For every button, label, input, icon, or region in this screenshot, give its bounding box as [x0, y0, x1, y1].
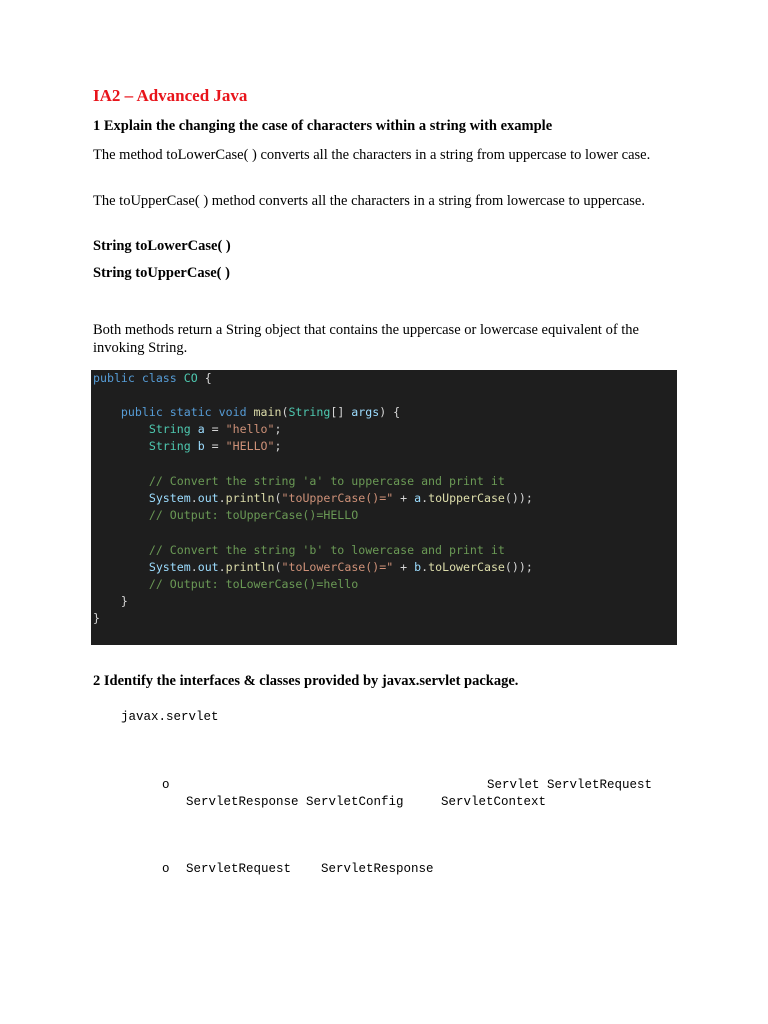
- package-name: javax.servlet: [121, 710, 219, 724]
- code-token: System: [148, 491, 191, 505]
- code-token: ());: [504, 560, 533, 574]
- code-line-7: [93, 473, 505, 490]
- paragraph-touppercase: The toUpperCase( ) method converts all the characters in a string from lowercase to uppercase.: [93, 193, 645, 209]
- code-token: }: [93, 611, 100, 625]
- code-line-1: [93, 370, 212, 387]
- code-token: println: [225, 560, 275, 574]
- code-line-13: [93, 576, 358, 593]
- code-token: []: [330, 405, 352, 419]
- code-line-3: [93, 404, 400, 421]
- code-token: toUpperCase: [428, 491, 505, 505]
- code-line-15: [93, 610, 100, 627]
- code-token: "HELLO": [225, 439, 275, 453]
- paragraph-tolowercase: The method toLowerCase( ) converts all the characters in a string from uppercase to lower case.: [93, 147, 651, 163]
- code-line-12: [93, 559, 533, 576]
- code-token: public class: [93, 371, 184, 385]
- page-title: IA2 – Advanced Java: [93, 86, 248, 105]
- interface-list-line-1: Servlet ServletRequest: [487, 778, 653, 792]
- code-token: String: [148, 439, 191, 453]
- code-token: .: [218, 560, 226, 574]
- code-token: ;: [274, 422, 282, 436]
- code-token: CO: [183, 371, 198, 385]
- code-token: }: [120, 594, 128, 608]
- bullet-marker: o: [162, 778, 170, 792]
- code-line-14: [93, 593, 128, 610]
- question-1-heading: 1 Explain the changing the case of characters within a string with example: [93, 118, 553, 134]
- code-token: (: [274, 560, 282, 574]
- code-token: b: [190, 439, 205, 453]
- code-token: .: [190, 491, 198, 505]
- code-token: .: [421, 491, 429, 505]
- code-token: "toLowerCase()=": [281, 560, 394, 574]
- code-token: =: [204, 422, 226, 436]
- code-token: ) {: [379, 405, 401, 419]
- code-token: toLowerCase: [428, 560, 505, 574]
- code-line-8: [93, 490, 533, 507]
- paragraph-return-value: Both methods return a String object that contains the uppercase or lowercase equivalent of the invoking String.: [93, 322, 639, 356]
- code-token: "hello": [225, 422, 275, 436]
- code-token: ());: [504, 491, 533, 505]
- code-token: println: [225, 491, 275, 505]
- code-token: .: [190, 560, 198, 574]
- code-token: out: [197, 560, 219, 574]
- code-token: b: [414, 560, 422, 574]
- code-token: +: [393, 491, 415, 505]
- code-token: (: [274, 491, 282, 505]
- code-token: public static void: [120, 405, 254, 419]
- code-token: args: [351, 405, 380, 419]
- code-token: =: [204, 439, 226, 453]
- code-comment: // Convert the string 'a' to uppercase and print it: [148, 474, 505, 488]
- code-line-5: [93, 438, 282, 455]
- code-token: main: [253, 405, 282, 419]
- code-comment: // Output: toUpperCase()=HELLO: [148, 508, 359, 522]
- signature-tolowercase: String toLowerCase( ): [93, 238, 231, 254]
- question-2-heading: 2 Identify the interfaces & classes provided by javax.servlet package.: [93, 673, 519, 689]
- code-token: a: [414, 491, 422, 505]
- code-token: ;: [274, 439, 282, 453]
- code-token: {: [197, 371, 212, 385]
- code-token: String: [288, 405, 331, 419]
- interface-list-line-2: ServletResponse ServletConfig ServletContext: [186, 795, 547, 809]
- code-token: System: [148, 560, 191, 574]
- bullet-marker: o: [162, 862, 170, 876]
- signature-touppercase: String toUpperCase( ): [93, 265, 230, 281]
- code-comment: // Output: toLowerCase()=hello: [148, 577, 359, 591]
- code-token: String: [148, 422, 191, 436]
- code-comment: // Convert the string 'b' to lowercase and print it: [148, 543, 505, 557]
- code-token: a: [190, 422, 205, 436]
- code-line-4: [93, 421, 282, 438]
- class-list-line: ServletRequest ServletResponse: [186, 862, 434, 876]
- code-token: .: [218, 491, 226, 505]
- code-token: (: [281, 405, 289, 419]
- code-token: +: [393, 560, 415, 574]
- code-token: "toUpperCase()=": [281, 491, 394, 505]
- code-line-11: [93, 542, 505, 559]
- code-line-9: [93, 507, 358, 524]
- code-block: [91, 370, 677, 645]
- code-token: out: [197, 491, 219, 505]
- code-token: .: [421, 560, 429, 574]
